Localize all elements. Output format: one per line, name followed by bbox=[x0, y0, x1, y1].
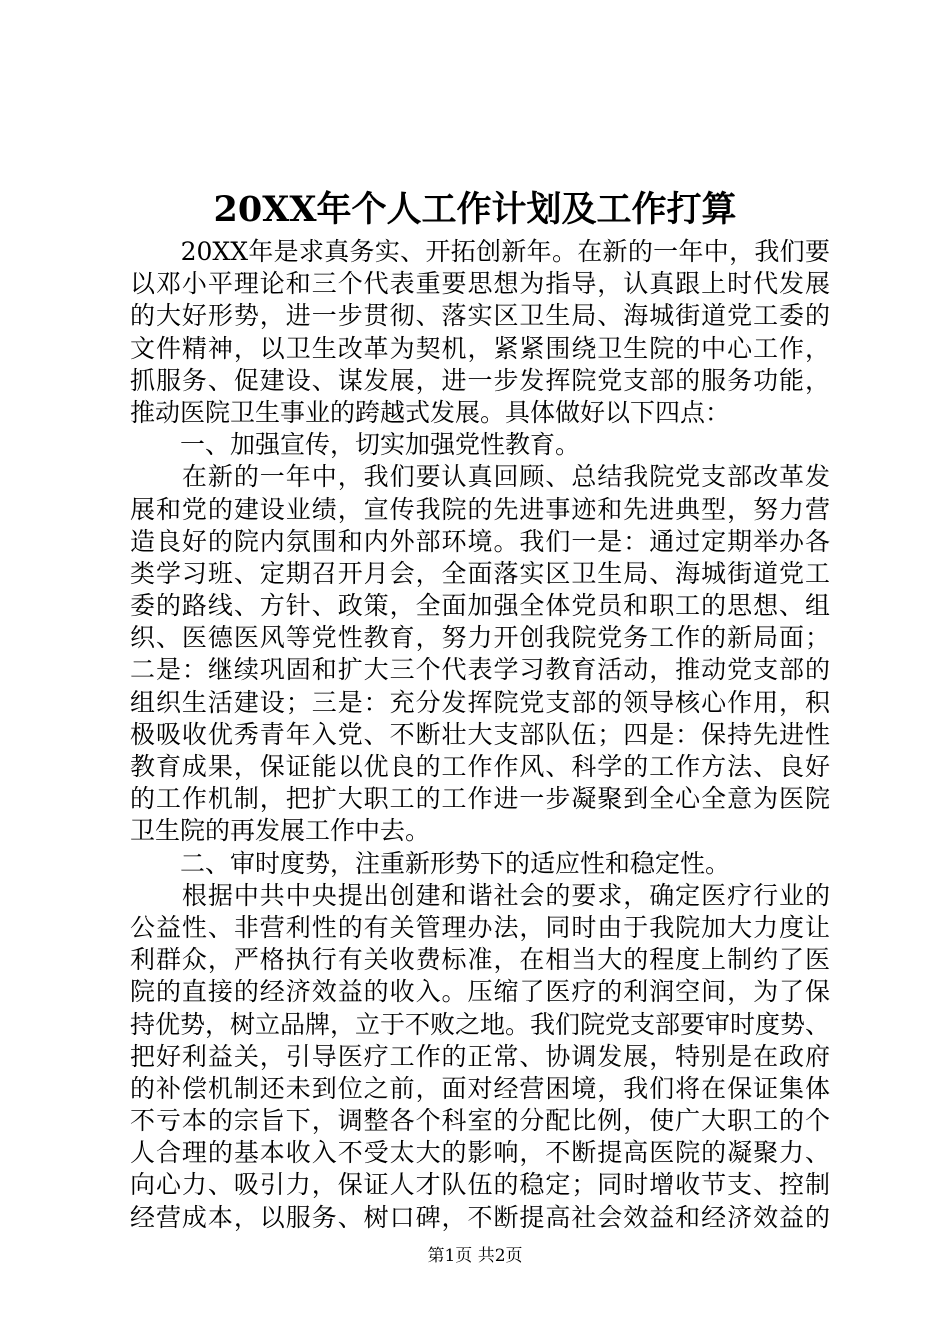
body-line: 展和党的建设业绩，宣传我院的先进事迹和先进典型，努力营 bbox=[130, 494, 830, 524]
body-line: 组织生活建设；三是：充分发挥院党支部的领导核心作用，积 bbox=[130, 687, 830, 717]
body-line: 二、审时度势，注重新形势下的适应性和稳定性。 bbox=[130, 848, 731, 878]
body-line: 推动医院卫生事业的跨越式发展。具体做好以下四点： bbox=[130, 397, 731, 427]
document-title: 20XX年个人工作计划及工作打算 bbox=[213, 189, 737, 230]
body-line: 以邓小平理论和三个代表重要思想为指导，认真跟上时代发展 bbox=[130, 269, 830, 299]
body-line: 利群众，严格执行有关收费标准，在相当大的程度上制约了医 bbox=[130, 945, 830, 975]
body-line: 院的直接的经济效益的收入。压缩了医疗的利润空间，为了保 bbox=[130, 977, 830, 1007]
body-line: 不亏本的宗旨下，调整各个科室的分配比例，使广大职工的个 bbox=[130, 1106, 830, 1136]
body-line: 织、医德医风等党性教育，努力开创我院党务工作的新局面； bbox=[130, 623, 830, 653]
document-body bbox=[130, 236, 830, 1234]
body-line: 人合理的基本收入不受太大的影响，不断提高医院的凝聚力、 bbox=[130, 1138, 830, 1168]
body-line: 二是：继续巩固和扩大三个代表学习教育活动，推动党支部的 bbox=[130, 655, 830, 685]
page-number: 第1页 共2页 bbox=[427, 1246, 523, 1266]
body-line: 经营成本，以服务、树口碑，不断提高社会效益和经济效益的 bbox=[130, 1202, 830, 1232]
body-line: 文件精神，以卫生改革为契机，紧紧围绕卫生院的中心工作， bbox=[130, 333, 830, 363]
body-line: 造良好的院内氛围和内外部环境。我们一是：通过定期举办各 bbox=[130, 526, 830, 556]
body-line: 极吸收优秀青年入党、不断壮大支部队伍；四是：保持先进性 bbox=[130, 719, 830, 749]
body-line: 一、加强宣传，切实加强党性教育。 bbox=[130, 430, 581, 460]
body-line: 卫生院的再发展工作中去。 bbox=[130, 816, 431, 846]
body-line: 20XX年是求真务实、开拓创新年。在新的一年中，我们要 bbox=[130, 237, 830, 266]
body-line: 抓服务、促建设、谋发展，进一步发挥院党支部的服务功能， bbox=[130, 365, 830, 395]
body-line: 持优势，树立品牌，立于不败之地。我们院党支部要审时度势、 bbox=[130, 1009, 831, 1039]
body-line: 的工作机制，把扩大职工的工作进一步凝聚到全心全意为医院 bbox=[130, 784, 830, 814]
body-line: 类学习班、定期召开月会，全面落实区卫生局、海城街道党工 bbox=[130, 558, 830, 588]
body-line: 教育成果，保证能以优良的工作作风、科学的工作方法、良好 bbox=[130, 752, 830, 781]
body-line: 把好利益关，引导医疗工作的正常、协调发展，特别是在政府 bbox=[130, 1041, 830, 1071]
body-line: 根据中共中央提出创建和谐社会的要求，确定医疗行业的 bbox=[130, 880, 830, 910]
body-line: 的大好形势，进一步贯彻、落实区卫生局、海城街道党工委的 bbox=[130, 301, 830, 331]
body-line: 在新的一年中，我们要认真回顾、总结我院党支部改革发 bbox=[130, 462, 830, 492]
body-line: 委的路线、方针、政策，全面加强全体党员和职工的思想、组 bbox=[130, 591, 830, 621]
body-line: 向心力、吸引力，保证人才队伍的稳定；同时增收节支、控制 bbox=[130, 1170, 830, 1200]
body-line: 公益性、非营利性的有关管理办法，同时由于我院加大力度让 bbox=[130, 912, 830, 942]
body-line: 的补偿机制还未到位之前，面对经营困境，我们将在保证集体 bbox=[130, 1073, 830, 1103]
